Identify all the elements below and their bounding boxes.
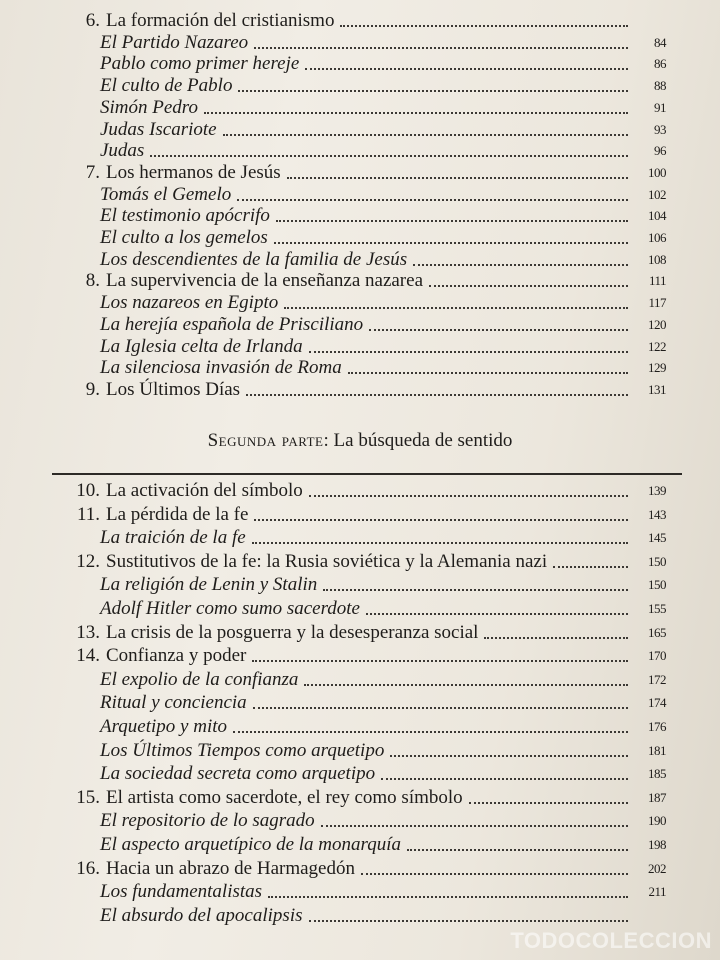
entry-title: La crisis de la posguerra y la desesperanza social — [106, 621, 479, 643]
page-number: 202 — [648, 860, 666, 876]
entry-title: La pérdida de la fe — [106, 503, 249, 525]
page-number: 139 — [648, 483, 666, 498]
dot-leader — [553, 564, 628, 568]
toc-chapter — [66, 502, 666, 526]
dot-leader — [274, 240, 628, 244]
entry-title: Confianza y poder — [106, 645, 247, 667]
dot-leader — [223, 132, 628, 136]
page-number: 117 — [648, 295, 666, 311]
page-number: 181 — [648, 742, 666, 758]
toc-subentry — [100, 73, 666, 97]
chapter-number: 8. — [85, 270, 100, 292]
toc-chapter — [66, 268, 666, 292]
toc-subentry — [100, 832, 666, 856]
toc-subentry — [100, 525, 666, 549]
toc-subentry — [100, 667, 666, 691]
page-number: 185 — [648, 766, 666, 782]
page-number: 91 — [654, 99, 666, 115]
dot-leader — [237, 197, 628, 201]
page-number: 145 — [648, 530, 666, 546]
entry-title: Sustitutivos de la fe: la Rusia soviética y la Alemania nazi — [106, 550, 548, 572]
toc-subentry — [100, 690, 666, 714]
toc-chapter — [66, 856, 666, 880]
page-number: 93 — [654, 121, 666, 137]
entry-title: Simón Pedro — [100, 96, 198, 118]
chapter-number: 13. — [76, 621, 100, 643]
dot-leader — [150, 153, 628, 157]
page-number: 198 — [648, 837, 666, 852]
chapter-number: 16. — [76, 857, 100, 879]
toc-subentry — [100, 761, 666, 785]
entry-title: La activación del símbolo — [106, 480, 303, 501]
dot-leader — [413, 262, 628, 266]
page-number: 172 — [648, 671, 666, 687]
page-number: 187 — [648, 789, 666, 805]
toc-subentry — [100, 182, 666, 206]
toc-subentry — [100, 203, 666, 227]
dot-leader — [484, 635, 628, 639]
page-number: 174 — [648, 695, 666, 711]
dot-leader — [348, 370, 628, 374]
toc-subentry — [100, 355, 666, 379]
entry-title: Tomás el Gemelo — [100, 183, 232, 205]
dot-leader — [204, 110, 628, 114]
dot-leader — [304, 682, 628, 686]
entry-title: La silenciosa invasión de Roma — [100, 357, 342, 379]
page-number: 131 — [648, 381, 666, 397]
entry-title: El Partido Nazareo — [100, 31, 249, 53]
part-heading — [0, 430, 720, 452]
toc-subentry — [100, 334, 666, 358]
chapter-number: 6. — [85, 10, 100, 31]
entry-title: El expolio de la confianza — [100, 668, 299, 690]
page-number: 104 — [648, 208, 666, 224]
toc-subentry — [100, 290, 666, 314]
page-number: 150 — [648, 553, 666, 569]
toc-subentry — [100, 225, 666, 249]
entry-title: La formación del cristianismo — [106, 10, 335, 31]
page-number: 96 — [654, 143, 666, 159]
entry-title: La religión de Lenin y Stalin — [100, 574, 318, 596]
dot-leader — [276, 218, 628, 222]
toc-chapter — [66, 620, 666, 644]
page-number: 106 — [648, 230, 666, 245]
dot-leader — [305, 66, 628, 70]
page-number: 129 — [648, 360, 666, 376]
toc-subentry — [100, 596, 666, 620]
page-number: 150 — [648, 577, 666, 593]
toc-chapter — [66, 160, 666, 184]
toc-chapter — [66, 8, 666, 32]
page-number: 122 — [648, 338, 666, 354]
entry-title: Adolf Hitler como sumo sacerdote — [100, 598, 360, 619]
toc-subentry — [100, 138, 666, 162]
entry-title: La supervivencia de la enseñanza nazarea — [106, 270, 423, 292]
entry-title: Los Últimos Días — [106, 378, 241, 400]
entry-title: Los hermanos de Jesús — [106, 161, 281, 183]
page-number: 211 — [648, 884, 666, 900]
dot-leader — [323, 587, 628, 591]
page-number: 170 — [648, 648, 666, 664]
dot-leader — [366, 611, 628, 615]
toc-chapter — [66, 549, 666, 573]
chapter-number: 14. — [76, 645, 100, 667]
entry-title: El absurdo del apocalipsis — [100, 904, 303, 926]
dot-leader — [254, 517, 628, 521]
toc-chapter — [66, 377, 666, 401]
toc-chapter — [66, 478, 666, 502]
page-number: 88 — [654, 78, 666, 94]
dot-leader — [340, 23, 628, 27]
toc-subentry — [100, 572, 666, 596]
toc-subentry — [100, 247, 666, 271]
toc-subentry — [100, 95, 666, 119]
entry-title: Judas — [100, 140, 145, 162]
toc-subentry — [100, 51, 666, 75]
dot-leader — [252, 540, 628, 544]
entry-title: La traición de la fe — [100, 527, 246, 549]
dot-leader — [429, 283, 628, 287]
dot-leader — [254, 45, 628, 49]
chapter-number: 12. — [76, 550, 100, 572]
part-separator: : — [323, 430, 329, 451]
toc-subentry — [100, 808, 666, 832]
dot-leader — [252, 658, 628, 662]
toc-subentry — [100, 312, 666, 336]
toc-chapter — [66, 785, 666, 809]
dot-leader — [321, 823, 628, 827]
chapter-number: 7. — [85, 161, 100, 183]
dot-leader — [381, 776, 628, 780]
toc-subentry — [100, 738, 666, 762]
entry-title: El culto de Pablo — [100, 75, 233, 97]
page-number: 190 — [648, 813, 666, 829]
entry-title: Hacia un abrazo de Harmagedón — [106, 857, 355, 879]
part-label: Segunda parte — [207, 430, 324, 451]
chapter-number: 11. — [76, 503, 100, 525]
page-number: 176 — [648, 719, 666, 734]
toc-subentry — [100, 879, 666, 903]
part-title: La búsqueda de sentido — [333, 430, 513, 451]
entry-title: Arquetipo y mito — [100, 716, 227, 737]
page-number: 111 — [648, 273, 666, 289]
page-number: 165 — [648, 624, 666, 640]
dot-leader — [309, 918, 629, 922]
page-number: 86 — [654, 56, 666, 72]
dot-leader — [309, 493, 628, 497]
dot-leader — [233, 729, 628, 733]
dot-leader — [253, 705, 628, 709]
dot-leader — [246, 392, 628, 396]
toc-subentry — [100, 714, 666, 738]
entry-title: El testimonio apócrifo — [100, 205, 270, 227]
entry-title: Ritual y conciencia — [100, 692, 247, 714]
entry-title: El artista como sacerdote, el rey como símbolo — [106, 786, 463, 808]
section-rule — [52, 473, 682, 475]
chapter-number: 15. — [76, 786, 100, 808]
dot-leader — [284, 305, 628, 309]
page-number: 120 — [648, 316, 666, 332]
entry-title: La sociedad secreta como arquetipo — [100, 763, 376, 785]
entry-title: La herejía española de Prisciliano — [100, 313, 364, 335]
dot-leader — [268, 894, 628, 898]
entry-title: Los fundamentalistas — [100, 881, 263, 903]
page-number: 84 — [654, 34, 666, 50]
dot-leader — [407, 847, 628, 851]
dot-leader — [287, 175, 628, 179]
page-number: 100 — [648, 164, 666, 180]
dot-leader — [369, 327, 628, 331]
toc-chapter — [66, 643, 666, 667]
chapter-number: 9. — [85, 378, 100, 400]
watermark: TODOCOLECCION — [510, 928, 712, 953]
page-number: 143 — [648, 506, 666, 522]
entry-title: Los descendientes de la familia de Jesús — [100, 248, 408, 270]
dot-leader — [309, 349, 628, 353]
toc-subentry — [100, 117, 666, 141]
entry-title: Los Últimos Tiempos como arquetipo — [100, 739, 385, 761]
chapter-number: 10. — [76, 480, 100, 501]
dot-leader — [390, 753, 628, 757]
entry-title: El culto a los gemelos — [100, 227, 268, 248]
dot-leader — [469, 800, 628, 804]
entry-title: Judas Iscariote — [100, 118, 217, 140]
entry-title: El aspecto arquetípico de la monarquía — [100, 834, 401, 855]
page-number: 155 — [648, 601, 666, 616]
page-number: 102 — [648, 186, 666, 202]
toc-subentry — [100, 30, 666, 54]
entry-title: Los nazareos en Egipto — [100, 292, 279, 314]
dot-leader — [238, 88, 628, 92]
entry-title: Pablo como primer hereje — [100, 53, 300, 75]
entry-title: El repositorio de lo sagrado — [100, 810, 315, 832]
dot-leader — [361, 871, 628, 875]
page-number: 108 — [648, 251, 666, 267]
entry-title: La Iglesia celta de Irlanda — [100, 335, 303, 357]
toc-subentry — [100, 903, 666, 927]
